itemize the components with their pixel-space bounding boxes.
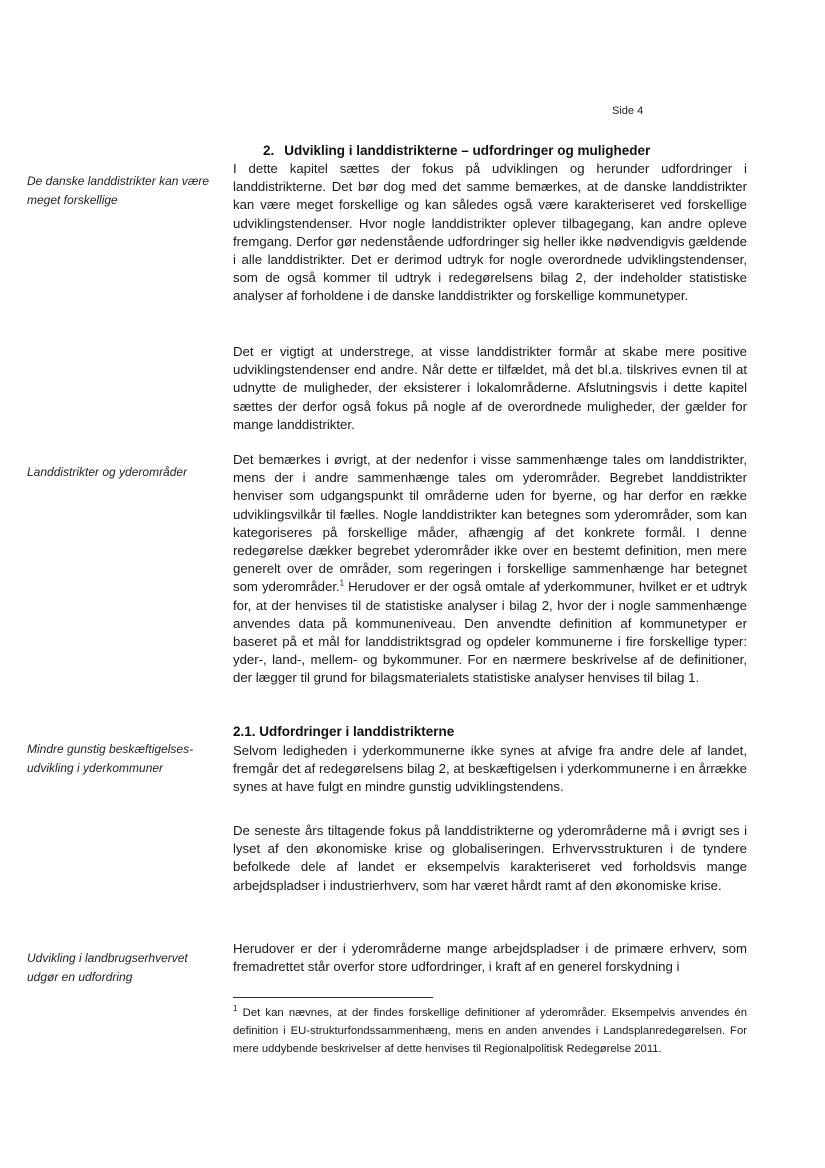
section-number: 2. [263,143,275,158]
footnote-reference: 1 [339,579,345,589]
section-title: Udvikling i landdistrikterne – udfordringer og muligheder [284,143,651,158]
margin-note-landbrug: Udvikling i landbrugserhvervet udgør en udfordring [27,951,188,984]
subsection-heading: 2.1. Udfordringer i landdistrikterne [233,724,455,739]
paragraph-beskaeftigelse: Selvom ledigheden i yderkommunerne ikke synes at afvige fra andre dele af landet, fremgår det af redegørelsens bilag 2, at beskæftigelsen i yderkommunerne i en årrække synes at have fulgt en mindre gunstig udviklingstendens. [233,743,747,795]
paragraph-muligheder: Det er vigtigt at understrege, at visse landdistrikter formår at skabe mere positive udviklingstendenser end andre. Når dette er tilfældet, må det bl.a. tilskrives evnen til at udnytte de muligheder, der eksisterer i lokalområderne. Afslutningsvis i dette kapitel sættes der derfor også fokus på nogle af de overordnede muligheder, der gælder for mange landdistrikter. [233,344,747,432]
footnote-separator [233,997,433,998]
paragraph-definitioner [233,451,747,688]
paragraph-krise: De seneste års tiltagende fokus på landdistrikterne og yderområderne må i øvrigt ses i lyset af den økonomiske krise og globaliseringen. Erhvervsstrukturen i de tyndere befolkede dele af landet er eksempelvis karakteriseret ved forholdsvis mange arbejdspladser i industrierhverv, som har været hårdt ramt af den økonomiske krise. [233,823,747,893]
margin-note-forskellige: De danske landdistrikter kan være meget forskellige [27,174,210,207]
paragraph-definitioner-part2: Herudover er der også omtale af yderkommuner, hvilket er et udtryk for, at der henvises til de statistiske analyser i bilag 2, hvor der i nogle sammenhænge anvendes data på kommuneniveau. Den anvendte definition af kommunetyper er baseret på et mål for landdistriktsgrad og opdeler kommunerne i fire forskellige typer: yder-, land-, mellem- og bykommuner. For en nærmere beskrivelse af de definitioner, der lægger til grund for bilagsmaterialets statistiske analyser henvises til bilag 1. [233,579,747,686]
margin-note-beskaeftigelse: Mindre gunstig beskæftigelses-udvikling i yderkommuner [27,742,194,775]
paragraph-definitioner-part1: Det bemærkes i øvrigt, at der nedenfor i visse sammenhænge tales om landdistrikter, mens der i andre sammenhænge tales om yderområder. Begrebet landdistrikter henviser som udgangspunkt til områderne uden for byerne, og har derfor en række udviklingsvilkår til fælles. Nogle landdistrikter kan betegnes som yderområder, som kan kategoriseres på forskellige måder, afhængig af det konkrete formål. I denne redegørelse dækker begrebet yderområder ikke over en bestemt definition, men mere generelt over de områder, som regeringen i forskellige sammenhænge har betegnet som yderområder. [233,452,747,595]
paragraph-primaere-erhverv: Herudover er der i yderområderne mange arbejdspladser i de primære erhverv, som fremadrettet står overfor store udfordringer, i kraft af en generel forskydning i [233,941,747,975]
page-number: Side 4 [612,105,644,117]
footnote-marker: 1 [233,1004,238,1014]
footnote-text: Det kan nævnes, at der findes forskellige definitioner af yderområder. Eksempelvis anvendes én definition i EU-strukturfondssammenhæng, mens en anden anvendes i Landsplanredegørelsen. For mere uddybende beskrivelser af dette henvises til Regionalpolitisk Redegørelse 2011. [233,1007,748,1055]
paragraph-intro: I dette kapitel sættes der fokus på udviklingen og herunder udfordringer i landdistrikterne. Det bør dog med det samme bemærkes, at de danske landdistrikter kan være meget forskellige og kan således også være karakteriseret ved forskellige udviklingstendenser. Hvor nogle landdistrikter oplever tilbagegang, kan andre opleve fremgang. Derfor gør nedenstående udfordringer sig heller ikke nødvendigvis gældende i alle landdistrikter. Det er derimod udtryk for nogle overordnede udviklingstendenser, som de også kommer til udtryk i redegørelsens bilag 2, der indeholder statistiske analyser af forholdene i de danske landdistrikter og forskellige kommunetyper. [233,161,747,304]
section-heading [263,143,650,158]
margin-note-yderomraader: Landdistrikter og yderområder [27,465,188,479]
footnote [233,1004,747,1058]
